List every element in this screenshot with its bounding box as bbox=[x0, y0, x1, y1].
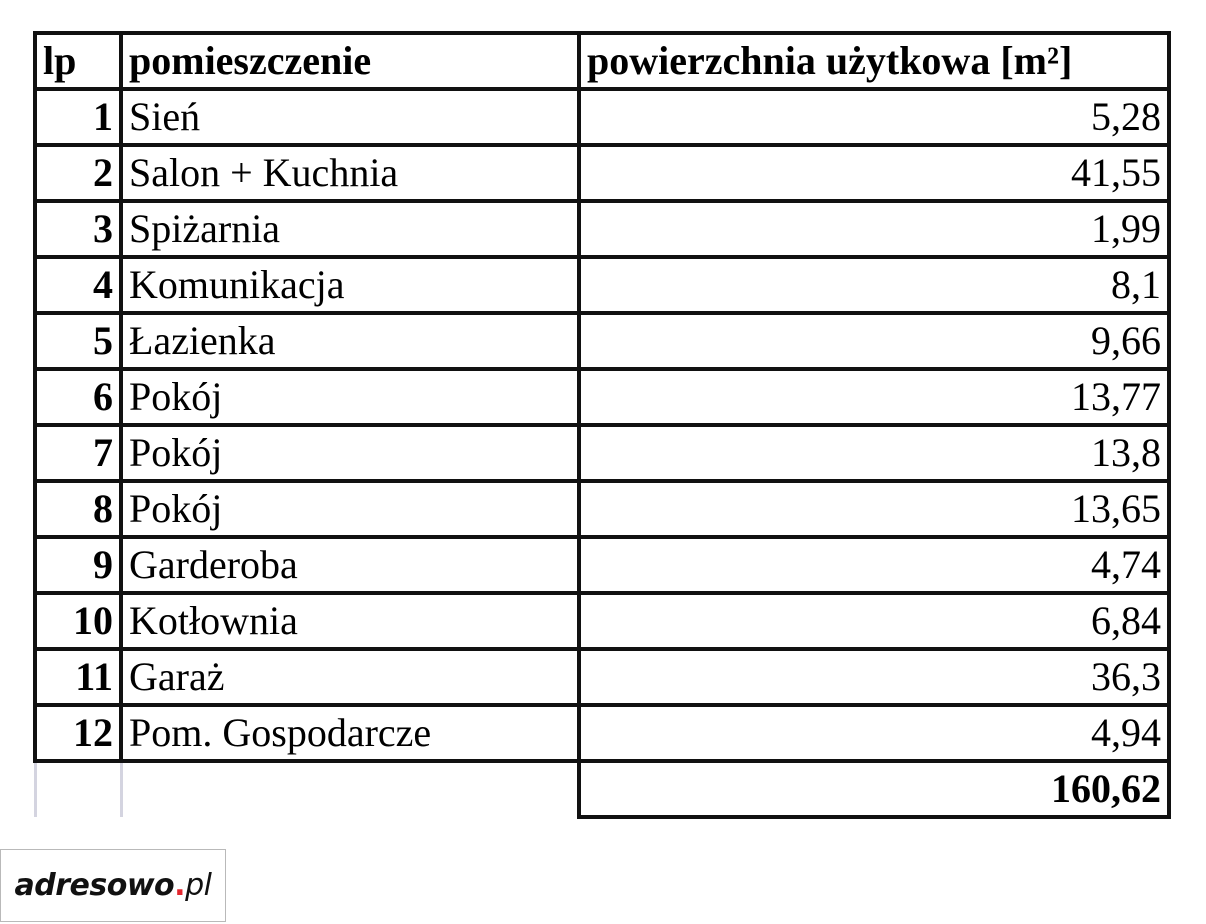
row-lp: 8 bbox=[35, 481, 121, 537]
row-room: Pom. Gospodarcze bbox=[121, 705, 579, 761]
row-room: Garaż bbox=[121, 649, 579, 705]
table-row bbox=[35, 201, 1169, 257]
table-row bbox=[35, 537, 1169, 593]
row-room: Garderoba bbox=[121, 537, 579, 593]
table-row bbox=[35, 593, 1169, 649]
row-lp: 10 bbox=[35, 593, 121, 649]
header-lp: lp bbox=[35, 33, 121, 89]
row-area: 5,28 bbox=[579, 89, 1169, 145]
logo-brand: adresowo bbox=[14, 868, 175, 903]
row-area: 13,77 bbox=[579, 369, 1169, 425]
row-lp: 3 bbox=[35, 201, 121, 257]
adresowo-logo bbox=[0, 849, 226, 922]
logo-dot: . bbox=[174, 868, 186, 903]
row-area: 9,66 bbox=[579, 313, 1169, 369]
row-room: Łazienka bbox=[121, 313, 579, 369]
row-lp: 2 bbox=[35, 145, 121, 201]
table-row bbox=[35, 313, 1169, 369]
row-lp: 7 bbox=[35, 425, 121, 481]
header-row bbox=[35, 33, 1169, 89]
row-room: Sień bbox=[121, 89, 579, 145]
row-room: Pokój bbox=[121, 481, 579, 537]
row-area: 1,99 bbox=[579, 201, 1169, 257]
row-area: 13,65 bbox=[579, 481, 1169, 537]
row-lp: 4 bbox=[35, 257, 121, 313]
row-lp: 5 bbox=[35, 313, 121, 369]
table-row bbox=[35, 425, 1169, 481]
table-row bbox=[35, 481, 1169, 537]
table-row bbox=[35, 257, 1169, 313]
row-lp: 11 bbox=[35, 649, 121, 705]
row-lp: 9 bbox=[35, 537, 121, 593]
header-room: pomieszczenie bbox=[121, 33, 579, 89]
row-area: 13,8 bbox=[579, 425, 1169, 481]
total-empty-room bbox=[121, 761, 579, 817]
room-area-table bbox=[33, 31, 1171, 819]
row-area: 36,3 bbox=[579, 649, 1169, 705]
table-row bbox=[35, 89, 1169, 145]
table-row bbox=[35, 369, 1169, 425]
table-row bbox=[35, 705, 1169, 761]
logo-tld: pl bbox=[185, 868, 212, 903]
row-room: Spiżarnia bbox=[121, 201, 579, 257]
row-room: Komunikacja bbox=[121, 257, 579, 313]
total-area: 160,62 bbox=[579, 761, 1169, 817]
row-area: 8,1 bbox=[579, 257, 1169, 313]
row-area: 6,84 bbox=[579, 593, 1169, 649]
row-room: Pokój bbox=[121, 369, 579, 425]
row-room: Pokój bbox=[121, 425, 579, 481]
row-lp: 1 bbox=[35, 89, 121, 145]
total-empty-lp bbox=[35, 761, 121, 817]
row-lp: 12 bbox=[35, 705, 121, 761]
total-row bbox=[35, 761, 1169, 817]
row-area: 4,94 bbox=[579, 705, 1169, 761]
row-area: 41,55 bbox=[579, 145, 1169, 201]
table-row bbox=[35, 145, 1169, 201]
header-area: powierzchnia użytkowa [m²] bbox=[579, 33, 1169, 89]
row-lp: 6 bbox=[35, 369, 121, 425]
row-room: Kotłownia bbox=[121, 593, 579, 649]
row-room: Salon + Kuchnia bbox=[121, 145, 579, 201]
table-row bbox=[35, 649, 1169, 705]
row-area: 4,74 bbox=[579, 537, 1169, 593]
